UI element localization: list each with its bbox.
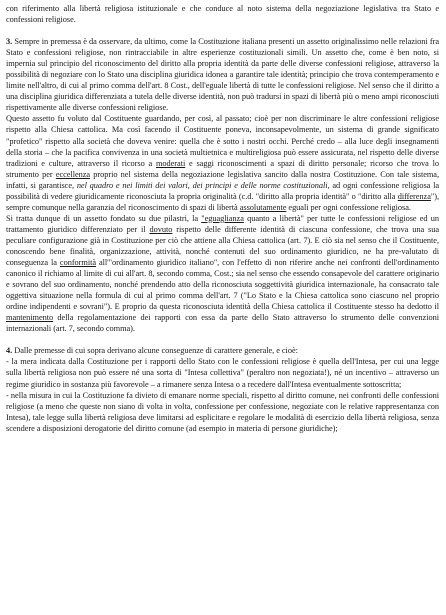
s3p3-text-b: quanto a libertà" per tutte le confessioni religiose ed un trattamento giuridico differenziato per il (6, 213, 439, 234)
section-4-number: 4. (6, 346, 13, 356)
section-3-paragraph-2 (6, 113, 439, 212)
s3p2-underlined-4: assolutamente (239, 202, 287, 212)
paragraph-gap (6, 334, 439, 345)
s3p2-text-f: eguali per ogni confessione religiosa. (286, 202, 411, 212)
s3p3-underlined-3: conformità (59, 258, 97, 268)
section-3-paragraph-1 (6, 36, 439, 113)
section-3-para-1-text: Sempre in premessa è da osservare, da ultimo, come la Costituzione italiana presenti un assetto originalissimo nelle relazioni fra Stato e confessioni religiose, non rintracciabile in altre esperienze costituzionali simili. Un assetto che, come è ben noto, si impernia sul principio del riconoscimento del diritto alla propria identità da parte delle diverse confessioni religiose, attraverso la possibilità di negoziare con lo Stato una disciplina giuridica idonea a garantire tale identità; principio che trova contemperamento e limite nell'altro, di cui al primo comma dell'art. 8 Cost., dell'eguale libertà di tutte le confessioni religiose. Nel senso che il diritto a una disciplina giuridica differenziata a tutela delle diverse identità, non può tradursi in spazi di libertà più o meno ampi riconosciuti rispettivamente alle diverse confessioni religiose. (6, 37, 439, 113)
s3p3-text-e: della regolamentazione dei rapporti con essa da parte dello Stato attraverso lo strumento delle convenzioni internazionali (art. 7, secondo comma). (6, 313, 439, 334)
s3p2-text-b: e saggi riconoscimenti a spazi di diritto personale; ricorso che trova lo strumento per (6, 158, 439, 179)
section-4-para-1-text: Dalle premesse di cui sopra derivano alcune conseguenze di carattere generale, e cioè: (14, 346, 298, 356)
s3p3-text-a: Si tratta dunque di un assetto fondato su due pilastri, la (6, 213, 202, 223)
s3p3-text-d: all'"ordinamento giuridico italiano", con l'effetto di non riferire anche nei confronti dell'ordinamento canonico il richiamo al limite di cui all'art. 8, secondo comma, Cost.; sia nel senso che essendo consapevole del carattere originario e sovrano del suo ordinamento, nonché prendendo atto della riconosciuta soggettività giuridica internazionale, ha consacrato tale oggettiva situazione nella formula di cui al primo comma dell'art. 7 ("Lo Stato e la Chiesa cattolica sono ciascuno nel proprio ordine indipendenti e sovrani"). E proprio da questa riconosciuta identità della Chiesa cattolica il Costituente stesso ha dedotto il (6, 258, 439, 312)
paragraph-gap (6, 25, 439, 36)
s3p2-text-a: Questo assetto fu voluto dal Costituente guardando, per così, al passato; cioè per non discriminare le altre confessioni religiose rispetto alla Chiesa cattolica. Ma così facendo il Costituente poneva, inconsapevolmente, un sistema di grande significato "profetico" rispetto alla società che doveva venire: quella che è sotto i nostri occhi. Perché credo – alla luce degli insegnamenti della storia – che la pacifica convivenza in una società multietnica e multireligiosa può essere assicurata, nel rispetto delle diverse tradizioni e culture, attraverso il ricorso a (6, 114, 439, 168)
s3p3-underlined-1: "eguaglianza (201, 213, 244, 223)
section-4-paragraph-1 (6, 345, 439, 356)
section-4-paragraph-3: - nella misura in cui la Costituzione fa divieto di emanare norme speciali, rispetto al diritto comune, nei confronti delle confessioni religiose (a meno che queste non siano di volta in volta, confessione per confessione, negoziate con le relative rappresentanza con Intesa), tale legge sulla libertà religiosa deve limitarsi ad esplicitare e regolare le modalità di esercizio della libertà religiosa, senza scendere a disposizioni derogatorie del diritto comune (ad esempio in materia di persone giuridiche); (6, 390, 439, 433)
s3p3-underlined-4: mantenimento (6, 313, 54, 323)
section-4-paragraph-2: - la mera indicata dalla Costituzione per i rapporti dello Stato con le confessioni religiose è quella dell'Intesa, per cui una legge sulla libertà religiosa non può essere né una sorta di "Intesa collettiva" (peraltro non negoziata!), né un incentivo – attraverso un regime giuridico in sostanza più favorevole – a rimanere senza Intesa o a recedere dall'Intesa eventualmente sottoscritta; (6, 357, 439, 389)
opening-paragraph: con riferimento alla libertà religiosa istituzionale e che conduce al noto sistema della negoziazione legislativa tra Stato e confessioni religiose. (6, 4, 439, 25)
s3p3-underlined-2: dovuto (149, 224, 173, 234)
s3p3-text-c: rispetto delle differente identità di ciascuna confessione, che trova una sua peculiare configurazione già in Costituzione per ciò che attiene alla Chiesa cattolica (art. 7). E ciò sia nel senso che il Costituente, conoscendo bene finalità, organizzazione, attività, nonché contenuti del suo ordinamento giuridico, ne ha pre-valutato di conseguenza la (6, 224, 439, 268)
s3p2-text-d: , ad ogni confessione religiosa la possibilità di vedere giuridicamente riconosciuta la propria originalità (c.d. "diritto alla propria identità" o "diritto alla (6, 180, 440, 201)
section-3-number: 3. (6, 37, 13, 47)
s3p2-text-e: "), sempre comunque nella garanzia del riconoscimento di spazi di libertà (6, 191, 439, 212)
s3p2-text-c: proprio nel sistema della negoziazione legislativa sancito dalla nostra Costituzione. Con tale sistema, infatti, si garantisce, (6, 169, 439, 190)
s3p2-underlined-1: moderati (155, 158, 186, 168)
s3p2-underlined-2: eccellenza (55, 169, 91, 179)
section-3-paragraph-3 (6, 213, 439, 335)
s3p2-underlined-3: differenza (397, 191, 431, 201)
s3p2-italic: nel quadro e nei limiti dei valori, dei principi e delle norme costituzionali (76, 180, 328, 190)
